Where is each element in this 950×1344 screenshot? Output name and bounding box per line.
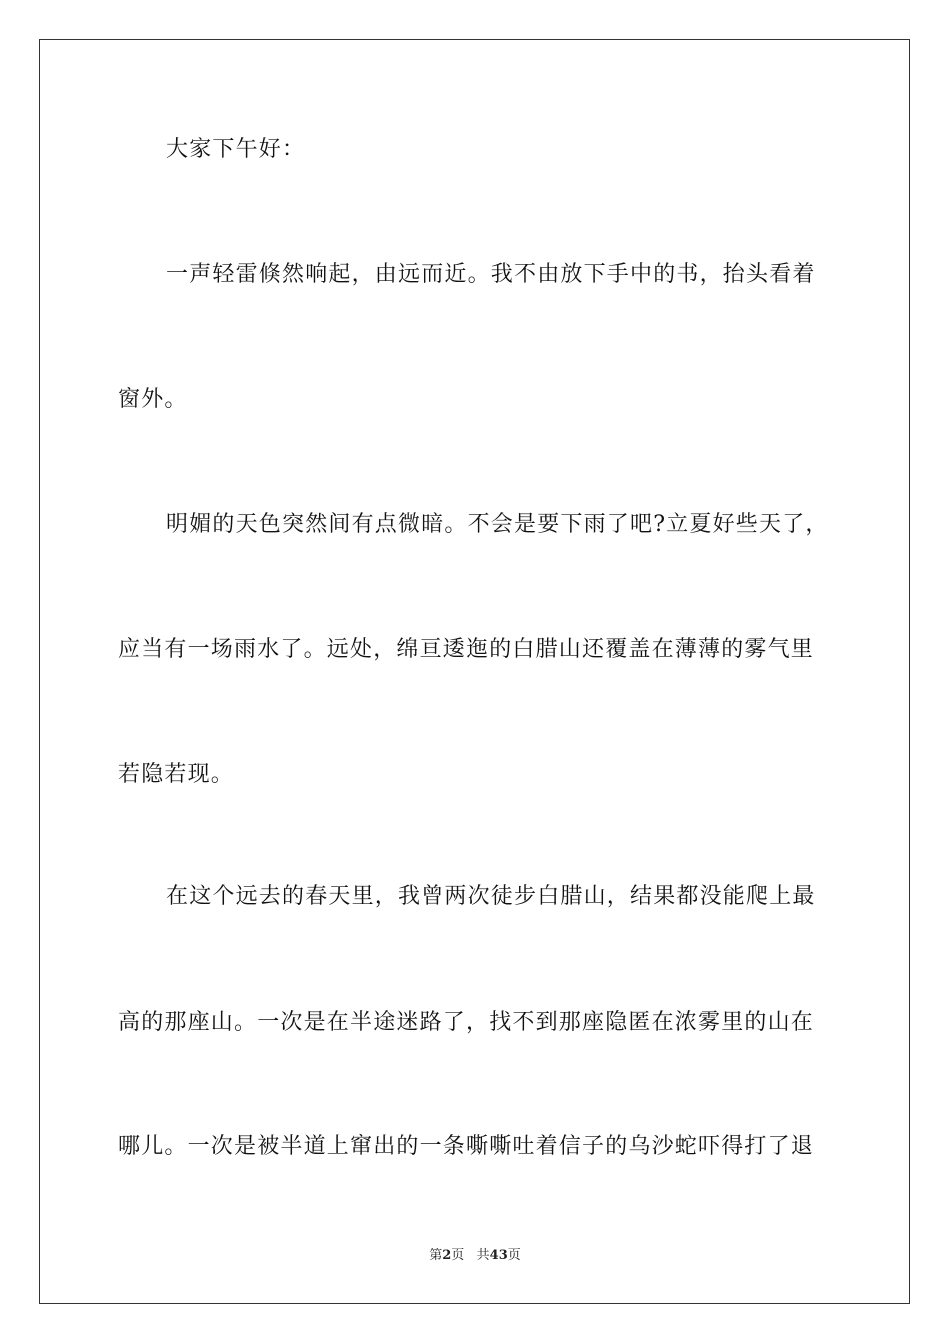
- page-footer: [0, 1247, 950, 1265]
- paragraph-2-line-2: 应当有一场雨水了。远处，绵亘逶迤的白腊山还覆盖在薄薄的雾气里: [118, 637, 815, 662]
- footer-suffix: 页: [507, 1248, 521, 1263]
- paragraph-2-line-3: 若隐若现。: [118, 762, 235, 787]
- paragraph-3-line-1: 在这个远去的春天里，我曾两次徒步白腊山，结果都没能爬上最: [166, 884, 816, 909]
- page-border: [39, 39, 910, 1304]
- footer-mid: 页 共: [451, 1248, 490, 1263]
- paragraph-2-line-1: 明媚的天色突然间有点微暗。不会是要下雨了吧?立夏好些天了，: [166, 512, 829, 537]
- current-page-number: 2: [442, 1248, 452, 1263]
- total-page-number: 43: [489, 1248, 508, 1263]
- paragraph-1-line-2: 窗外。: [118, 387, 188, 412]
- greeting-line: 大家下午好：: [166, 137, 306, 162]
- footer-prefix: 第: [429, 1248, 443, 1263]
- paragraph-3-line-2: 高的那座山。一次是在半途迷路了，找不到那座隐匿在浓雾里的山在: [118, 1010, 815, 1035]
- paragraph-3-line-3: 哪儿。一次是被半道上窜出的一条嘶嘶吐着信子的乌沙蛇吓得打了退: [118, 1134, 815, 1159]
- paragraph-1-line-1: 一声轻雷倏然响起，由远而近。我不由放下手中的书，抬头看着: [166, 262, 816, 287]
